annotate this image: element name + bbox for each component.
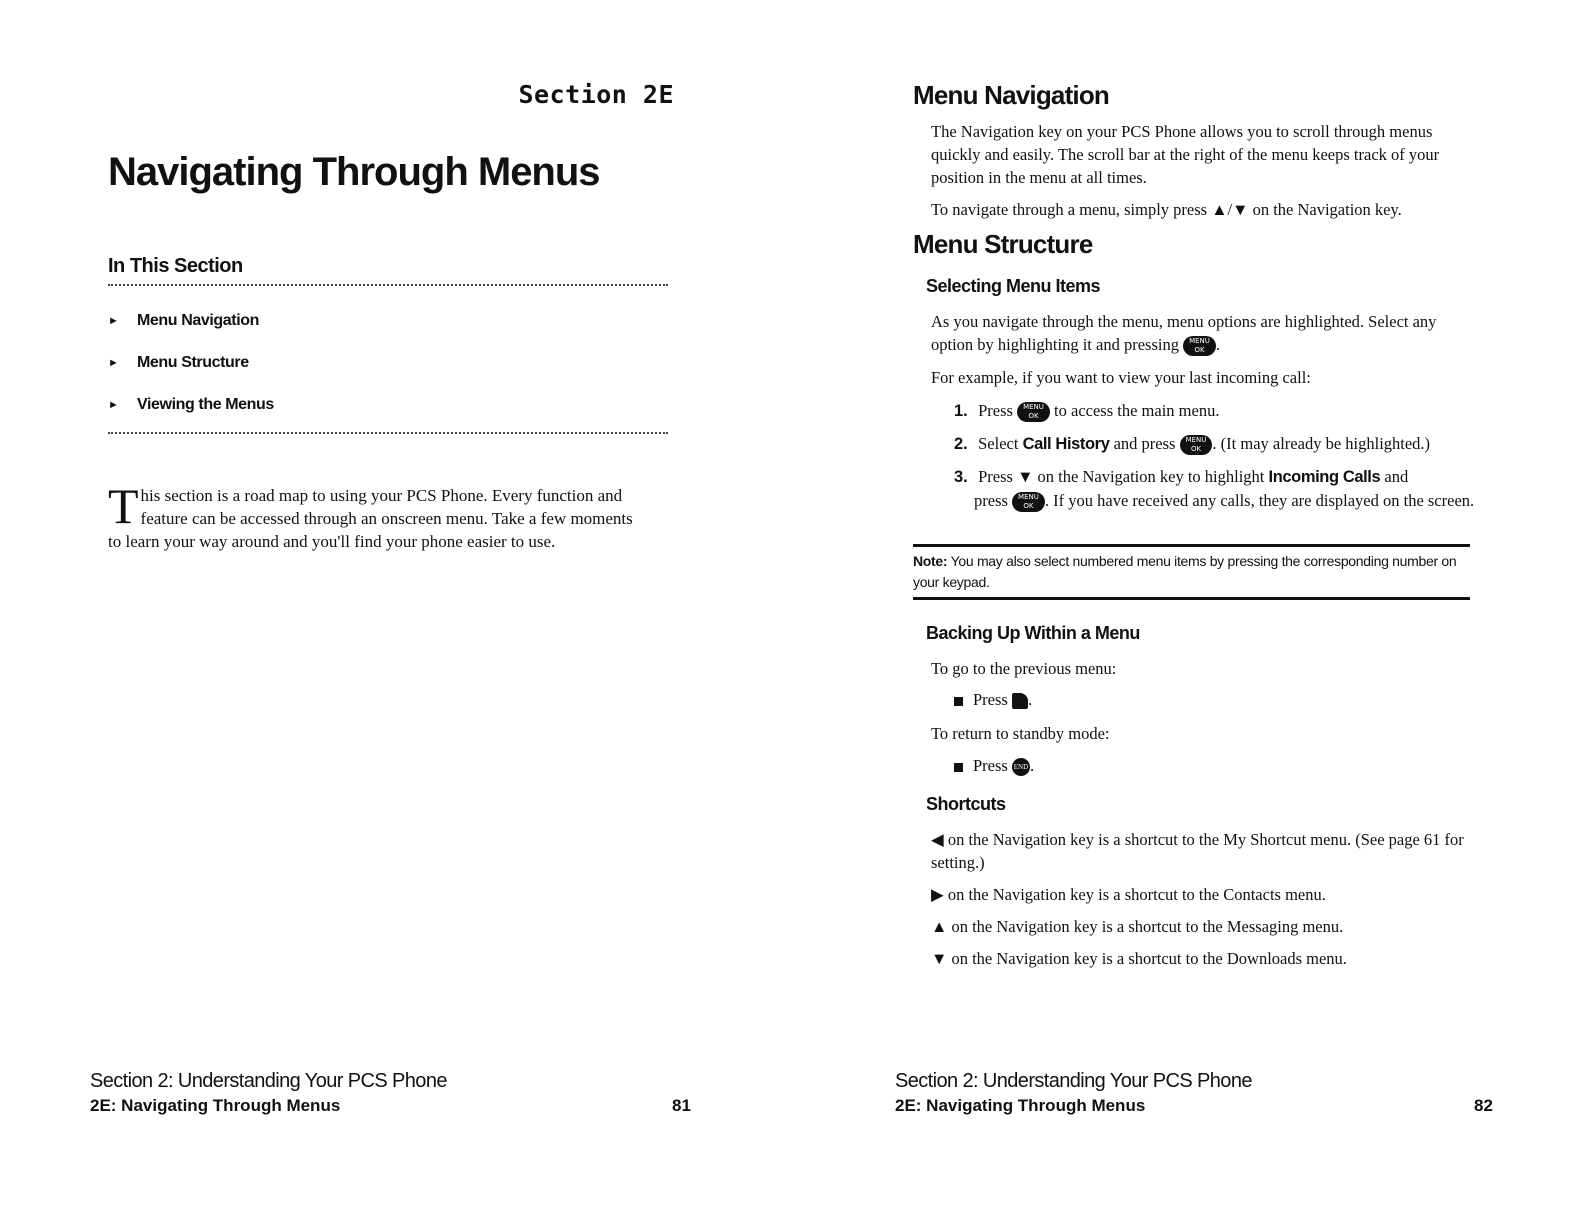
- section-label: Section 2E: [518, 80, 674, 109]
- footer-chapter: 2E: Navigating Through Menus: [90, 1096, 341, 1115]
- shortcut-item: ▶ on the Navigation key is a shortcut to the Contacts menu.: [931, 885, 1326, 904]
- selecting-para1: As you navigate through the menu, menu options are highlighted. Select any option by highlighting it and pressing MENU OK .: [931, 312, 1437, 355]
- triangle-right-icon: ►: [108, 357, 119, 369]
- note-box: [913, 551, 1473, 593]
- heading-menu-navigation: Menu Navigation: [913, 80, 1110, 110]
- toc-item: [108, 384, 274, 426]
- heading-menu-structure: Menu Structure: [913, 229, 1093, 259]
- triangle-right-icon: ►: [108, 315, 119, 327]
- toc-list: [108, 300, 274, 426]
- note-bottom-rule: [913, 597, 1470, 600]
- toc-item-label: Menu Structure: [137, 354, 249, 371]
- triangle-right-icon: ►: [108, 399, 119, 411]
- shortcut-item: ▲ on the Navigation key is a shortcut to the Messaging menu.: [931, 917, 1344, 936]
- note-top-rule: [913, 544, 1470, 547]
- toc-bottom-divider: [108, 432, 668, 434]
- backing-up-standby: To return to standby mode:: [931, 724, 1110, 743]
- toc-item-label: Viewing the Menus: [137, 396, 274, 413]
- right-page: [792, 0, 1584, 1224]
- note-text: You may also select numbered menu items by pressing the corresponding number on your keypad.: [913, 553, 1457, 590]
- footer-section: Section 2: Understanding Your PCS Phone: [895, 1070, 1252, 1092]
- shortcut-item: ◀ on the Navigation key is a shortcut to the My Shortcut menu. (See page 61 for setting.): [931, 830, 1464, 872]
- menu-ok-key-icon: MENU OK: [1017, 402, 1050, 422]
- toc-item: [108, 300, 274, 342]
- intro-text: his section is a road map to using your PCS Phone. Every function and feature can be accessed through an onscreen menu. Take a few moments to learn your way around and you'll find your phone easier to use.: [108, 486, 633, 551]
- toc-item: [108, 342, 274, 384]
- toc-heading: In This Section: [108, 255, 243, 277]
- back-key-icon: [1012, 693, 1028, 709]
- note-label: Note:: [913, 553, 948, 569]
- heading-shortcuts: Shortcuts: [926, 794, 1006, 814]
- shortcut-item: ▼ on the Navigation key is a shortcut to the Downloads menu.: [931, 949, 1347, 968]
- menu-ok-key-icon: MENU OK: [1180, 435, 1213, 455]
- step-item: 3. Press ▼ on the Navigation key to highlight Incoming Calls and press MENU OK . If you have received any calls, they are displayed on the screen.: [954, 467, 1475, 511]
- page-number: 81: [672, 1096, 691, 1115]
- intro-paragraph: [108, 478, 643, 553]
- footer-chapter: 2E: Navigating Through Menus: [895, 1096, 1146, 1115]
- heading-selecting-menu-items: Selecting Menu Items: [926, 276, 1101, 296]
- page-number: 82: [1474, 1096, 1493, 1115]
- backing-up-prev: To go to the previous menu:: [931, 659, 1117, 678]
- bullet-square-icon: [954, 763, 963, 772]
- footer-section: Section 2: Understanding Your PCS Phone: [90, 1070, 447, 1092]
- heading-backing-up: Backing Up Within a Menu: [926, 623, 1140, 643]
- drop-cap: T: [108, 478, 139, 534]
- selecting-para2: For example, if you want to view your last incoming call:: [931, 368, 1311, 387]
- end-key-icon: END: [1012, 758, 1030, 776]
- chapter-title: Navigating Through Menus: [108, 150, 600, 194]
- bullet-square-icon: [954, 697, 963, 706]
- toc-top-divider: [108, 284, 668, 286]
- menu-ok-key-icon: MENU OK: [1012, 492, 1045, 512]
- bullet-item: Press END .: [954, 756, 1034, 776]
- step-item: 2. Select Call History and press MENU OK . (It may already be highlighted.): [954, 434, 1431, 454]
- toc-item-label: Menu Navigation: [137, 312, 260, 329]
- menu-navigation-para1: The Navigation key on your PCS Phone allows you to scroll through menus quickly and easily. The scroll bar at the right of the menu keeps track of your position in the menu at all times.: [931, 122, 1440, 187]
- step-item: 1. Press MENU OK to access the main menu.: [954, 401, 1220, 421]
- menu-ok-key-icon: MENU OK: [1183, 336, 1216, 356]
- bullet-item: Press .: [954, 690, 1032, 710]
- menu-navigation-para2: To navigate through a menu, simply press ▲/▼ on the Navigation key.: [931, 200, 1402, 219]
